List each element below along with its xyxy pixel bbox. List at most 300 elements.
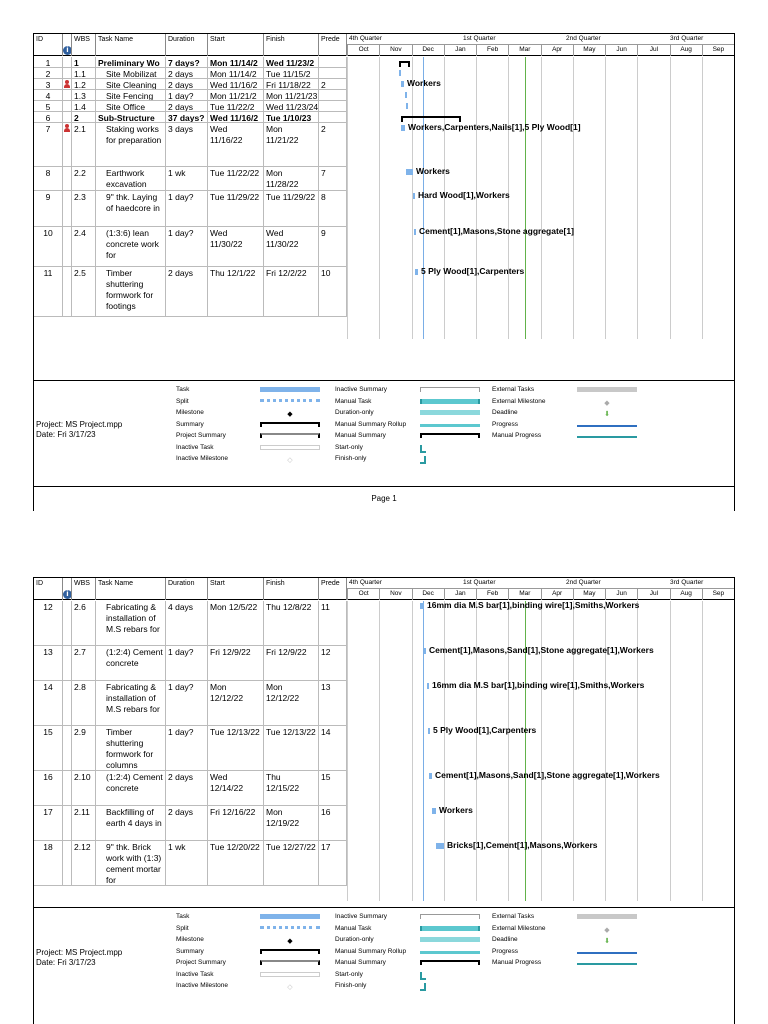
legend-label: Project Summary <box>176 959 226 966</box>
task-duration[interactable]: 2 days <box>166 267 208 316</box>
month-gridline <box>637 57 638 339</box>
status-date-line <box>525 57 526 339</box>
page-1 <box>33 33 735 511</box>
indicator-cell <box>63 841 72 885</box>
info-icon: i <box>63 590 72 599</box>
quarter-label: 4th Quarter <box>349 579 382 586</box>
month-gridline <box>605 57 606 339</box>
task-finish[interactable]: Mon 11/21/23 <box>266 91 318 100</box>
legend-label: Manual Summary Rollup <box>335 420 407 428</box>
legend-label: Manual Summary <box>335 959 386 966</box>
task-finish[interactable]: Mon 11/21/22 <box>264 123 319 166</box>
month-label: Sep <box>702 589 734 600</box>
legend-symbol <box>420 960 480 965</box>
legend-label: Manual Task <box>335 924 372 932</box>
legend-label: Manual Summary Rollup <box>335 947 407 955</box>
task-finish[interactable]: Thu 12/15/22 <box>264 771 319 805</box>
legend-symbol: ◆ <box>604 926 610 934</box>
month-gridline <box>347 601 348 901</box>
col-start[interactable]: Start <box>208 34 264 56</box>
task-duration[interactable]: 7 days? <box>166 57 208 67</box>
task-start[interactable]: Fri 12/16/22 <box>208 806 264 840</box>
task-bar[interactable] <box>429 773 432 779</box>
task-id: 16 <box>34 771 63 805</box>
legend-symbol <box>260 433 320 438</box>
task-id: 12 <box>34 601 63 645</box>
legend <box>34 907 734 1024</box>
task-wbs: 2.11 <box>72 806 96 840</box>
task-predecessors[interactable]: 8 <box>319 191 347 226</box>
task-start[interactable]: Tue 11/22/22 <box>208 167 264 190</box>
task-bar[interactable] <box>415 269 418 275</box>
task-id: 11 <box>34 267 63 316</box>
legend-symbol: ◇ <box>287 457 293 464</box>
legend-symbol <box>420 445 426 453</box>
task-start[interactable]: Mon 11/14/2 <box>208 57 264 67</box>
resource-label: Hard Wood[1],Workers <box>418 190 510 200</box>
resource-label: Workers,Carpenters,Nails[1],5 Ply Wood[1] <box>408 122 581 132</box>
legend-symbol <box>420 914 480 919</box>
task-name[interactable]: (1:3:6) lean concrete work for <box>96 227 166 266</box>
task-finish[interactable]: Wed 11/23/24 <box>266 102 319 111</box>
legend-label: Progress <box>492 420 519 428</box>
task-finish[interactable]: Tue 11/15/2 <box>264 68 319 78</box>
task-id: 9 <box>34 191 63 226</box>
task-id: 17 <box>34 806 63 840</box>
task-bar[interactable] <box>413 193 415 199</box>
table-row[interactable] <box>34 267 347 317</box>
task-id: 1 <box>34 57 63 67</box>
task-wbs: 2.8 <box>72 681 96 725</box>
table-row[interactable] <box>34 601 347 646</box>
legend-symbol <box>420 937 480 942</box>
page-footer: Page 1 <box>34 486 734 511</box>
task-predecessors[interactable]: 2 <box>319 79 347 89</box>
task-duration[interactable]: 3 days <box>166 123 208 166</box>
legend-label: Milestone <box>176 409 204 416</box>
indicator-cell <box>63 726 72 770</box>
table-row[interactable] <box>34 57 347 68</box>
table-row[interactable] <box>34 112 347 123</box>
legend-label: Inactive Summary <box>335 913 388 920</box>
task-wbs: 1.4 <box>72 101 96 111</box>
table-row[interactable] <box>34 191 347 227</box>
project-name: Project: MS Project.mpp <box>36 948 123 957</box>
task-bar[interactable] <box>401 81 404 87</box>
legend-symbol: ◆ <box>287 938 293 945</box>
table-row[interactable] <box>34 771 347 806</box>
task-name[interactable]: Site Mobilizat <box>96 68 166 78</box>
task-duration[interactable]: 37 days? <box>166 112 208 122</box>
task-duration[interactable]: 1 day? <box>166 646 208 680</box>
table-row[interactable] <box>34 79 347 90</box>
task-predecessors[interactable]: 12 <box>319 646 347 680</box>
table-row[interactable] <box>34 123 347 167</box>
task-start[interactable]: Mon 11/14/2 <box>208 68 264 78</box>
task-bar[interactable] <box>405 92 407 98</box>
task-name[interactable]: Timber shuttering formwork for footings <box>96 267 166 316</box>
task-duration[interactable]: 4 days <box>166 601 208 645</box>
task-finish[interactable]: Tue 12/27/22 <box>264 841 319 885</box>
resource-icon <box>63 124 71 132</box>
legend-symbol <box>420 424 480 427</box>
task-id: 4 <box>34 90 63 100</box>
month-gridline <box>573 57 574 339</box>
legend-label: Start-only <box>335 443 363 451</box>
task-start[interactable]: Tue 11/22/2 <box>208 101 264 111</box>
indicator-cell <box>63 90 72 100</box>
task-start[interactable]: Wed 11/30/22 <box>208 227 264 266</box>
timescale <box>347 34 734 56</box>
col-indicators[interactable] <box>63 34 72 56</box>
task-predecessors[interactable] <box>319 101 347 111</box>
task-name[interactable]: 9" thk. Laying of haedcore in <box>96 191 166 226</box>
legend-symbol <box>260 399 320 402</box>
legend-label: Start-only <box>335 970 363 978</box>
month-gridline <box>412 601 413 901</box>
quarter-label: 3rd Quarter <box>670 579 704 586</box>
legend-label: Deadline <box>492 936 518 943</box>
task-finish[interactable]: Fri 12/2/22 <box>264 267 319 316</box>
col-id[interactable]: ID <box>34 34 63 56</box>
task-start[interactable]: Tue 12/13/22 <box>208 726 264 770</box>
legend-label: External Milestone <box>492 397 546 405</box>
legend-label: Duration-only <box>335 409 374 416</box>
gantt-chart <box>347 57 734 339</box>
task-bar[interactable] <box>428 728 430 734</box>
legend-label: Inactive Milestone <box>176 982 229 989</box>
table-row[interactable] <box>34 90 347 101</box>
task-duration[interactable]: 1 day? <box>166 681 208 725</box>
legend-label: Task <box>176 913 190 920</box>
resource-label: 5 Ply Wood[1],Carpenters <box>421 266 525 276</box>
task-duration[interactable]: 2 days <box>166 771 208 805</box>
task-name[interactable]: Fabricating & installation of M.S rebars for <box>96 601 166 645</box>
task-start[interactable]: Fri 12/9/22 <box>208 646 264 680</box>
task-bar[interactable] <box>401 125 405 131</box>
month-label: Oct <box>347 45 379 56</box>
resource-label: Cement[1],Masons,Sand[1],Stone aggregate[1],Workers <box>429 645 654 655</box>
col-finish[interactable]: Finish <box>264 578 319 600</box>
table-row[interactable] <box>34 167 347 191</box>
column-header <box>34 577 734 600</box>
task-predecessors[interactable]: 10 <box>319 267 347 316</box>
legend-symbol <box>420 972 426 980</box>
table-row[interactable] <box>34 101 347 112</box>
table-row[interactable] <box>34 726 347 771</box>
task-id: 6 <box>34 112 63 122</box>
task-predecessors[interactable] <box>319 68 347 78</box>
task-finish[interactable]: Tue 1/10/23 <box>264 112 319 122</box>
task-duration[interactable]: 1 day? <box>166 191 208 226</box>
table-row[interactable] <box>34 227 347 267</box>
quarter-label: 2nd Quarter <box>566 35 601 42</box>
info-icon: i <box>63 46 72 55</box>
project-name: Project: MS Project.mpp <box>36 420 123 429</box>
timescale <box>347 578 734 600</box>
month-gridline <box>670 601 671 901</box>
task-predecessors[interactable]: 7 <box>319 167 347 190</box>
month-label: May <box>573 45 605 56</box>
summary-bar[interactable] <box>399 61 410 63</box>
task-finish[interactable]: Tue 11/29/22 <box>264 191 319 226</box>
legend-label: Manual Progress <box>492 432 542 439</box>
task-start[interactable]: Tue 11/29/22 <box>208 191 264 226</box>
resource-label: Workers <box>439 805 473 815</box>
indicator-cell <box>63 167 72 190</box>
indicator-cell <box>63 123 72 166</box>
col-task-name[interactable]: Task Name <box>96 34 166 56</box>
task-predecessors[interactable]: 16 <box>319 806 347 840</box>
task-start[interactable]: Mon 12/12/22 <box>208 681 264 725</box>
legend-symbol <box>420 926 480 931</box>
legend-label: Progress <box>492 947 519 955</box>
indicator-cell <box>63 112 72 122</box>
task-name[interactable]: 9" thk. Brick work with (1:3) cement mortar for <box>96 841 166 885</box>
task-bar[interactable] <box>414 229 416 235</box>
task-predecessors[interactable]: 11 <box>319 601 347 645</box>
task-predecessors[interactable]: 13 <box>319 681 347 725</box>
col-start[interactable]: Start <box>208 578 264 600</box>
task-wbs: 2.6 <box>72 601 96 645</box>
task-bar[interactable] <box>399 70 401 76</box>
month-label: Jun <box>605 589 637 600</box>
task-name[interactable]: Site Fencing <box>96 90 166 100</box>
resource-label: 16mm dia M.S bar[1],binding wire[1],Smiths,Workers <box>427 600 640 610</box>
task-bar[interactable] <box>424 648 426 654</box>
task-name[interactable]: Timber shuttering formwork for columns <box>96 726 166 770</box>
col-duration[interactable]: Duration <box>166 34 208 56</box>
task-wbs: 1.3 <box>72 90 96 100</box>
task-finish[interactable]: Fri 12/9/22 <box>264 646 319 680</box>
task-duration[interactable]: 1 day? <box>166 90 208 100</box>
task-wbs: 2.5 <box>72 267 96 316</box>
legend-symbol: ◆ <box>604 399 610 407</box>
legend-symbol <box>420 951 480 954</box>
indicator-cell <box>63 101 72 111</box>
task-wbs: 2.12 <box>72 841 96 885</box>
task-wbs: 2.9 <box>72 726 96 770</box>
task-finish[interactable]: Mon 12/19/22 <box>264 806 319 840</box>
legend-symbol <box>260 422 320 427</box>
col-id[interactable]: ID <box>34 578 63 600</box>
col-predecessors[interactable]: Prede <box>319 578 347 600</box>
task-predecessors[interactable]: 15 <box>319 771 347 805</box>
task-finish[interactable]: Fri 11/18/22 <box>264 79 319 89</box>
task-name[interactable]: Sub-Structure <box>96 112 166 122</box>
task-name[interactable]: Backfilling of earth 4 days in <box>96 806 166 840</box>
task-start[interactable]: Wed 12/14/22 <box>208 771 264 805</box>
task-id: 14 <box>34 681 63 725</box>
col-wbs[interactable]: WBS <box>72 34 96 56</box>
resource-label: Bricks[1],Cement[1],Masons,Workers <box>447 840 598 850</box>
table-row[interactable] <box>34 681 347 726</box>
task-predecessors[interactable] <box>319 90 347 100</box>
task-bar[interactable] <box>420 603 424 609</box>
task-name[interactable]: (1:2:4) Cement concrete <box>96 646 166 680</box>
month-label: Jan <box>444 589 476 600</box>
page-2 <box>33 577 735 1024</box>
task-predecessors[interactable]: 9 <box>319 227 347 266</box>
month-label: Apr <box>541 589 573 600</box>
table-row[interactable] <box>34 68 347 79</box>
task-id: 10 <box>34 227 63 266</box>
month-label: Mar <box>508 589 540 600</box>
col-task-name[interactable]: Task Name <box>96 578 166 600</box>
indicator-cell <box>63 806 72 840</box>
legend-symbol <box>260 960 320 965</box>
col-wbs[interactable]: WBS <box>72 578 96 600</box>
task-predecessors[interactable]: 2 <box>319 123 347 166</box>
task-start[interactable]: Wed 11/16/2 <box>208 79 264 89</box>
quarter-label: 3rd Quarter <box>670 35 704 42</box>
legend-symbol: ⬇ <box>604 411 610 418</box>
quarter-label: 4th Quarter <box>349 35 382 42</box>
task-bar[interactable] <box>436 843 444 849</box>
legend-symbol: ◇ <box>287 984 293 991</box>
month-label: Dec <box>412 45 444 56</box>
quarter-label: 1st Quarter <box>463 579 496 586</box>
legend-label: Duration-only <box>335 936 374 943</box>
task-duration[interactable]: 1 day? <box>166 726 208 770</box>
task-finish[interactable]: Mon 12/12/22 <box>264 681 319 725</box>
legend-label: Split <box>176 397 189 405</box>
task-wbs: 2 <box>72 112 96 122</box>
task-name[interactable]: Staking works for preparation <box>96 123 166 166</box>
task-wbs: 2.3 <box>72 191 96 226</box>
task-duration[interactable]: 2 days <box>166 79 208 89</box>
legend-symbol <box>577 387 637 392</box>
indicator-cell <box>63 601 72 645</box>
legend-label: Inactive Task <box>176 443 214 451</box>
month-gridline <box>347 57 348 339</box>
task-bar[interactable] <box>406 103 408 109</box>
month-label: Aug <box>670 589 702 600</box>
task-duration[interactable]: 1 wk <box>166 841 208 885</box>
task-duration[interactable]: 1 wk <box>166 167 208 190</box>
task-start[interactable]: Tue 12/20/22 <box>208 841 264 885</box>
month-gridline <box>702 601 703 901</box>
task-id: 8 <box>34 167 63 190</box>
task-duration[interactable]: 2 days <box>166 101 208 111</box>
legend-label: External Tasks <box>492 913 535 920</box>
legend-label: Summary <box>176 420 204 428</box>
task-start[interactable]: Mon 11/21/2 <box>208 90 264 100</box>
quarter-label: 2nd Quarter <box>566 579 601 586</box>
task-name[interactable]: (1:2:4) Cement concrete <box>96 771 166 805</box>
legend-label: Deadline <box>492 409 518 416</box>
task-duration[interactable]: 2 days <box>166 68 208 78</box>
legend <box>34 380 734 486</box>
task-bar[interactable] <box>427 683 429 689</box>
task-name[interactable]: Earthwork excavation <box>96 167 166 190</box>
task-wbs: 2.4 <box>72 227 96 266</box>
task-wbs: 2.1 <box>72 123 96 166</box>
task-start[interactable]: Wed 11/16/2 <box>208 112 264 122</box>
task-name[interactable]: Fabricating & installation of M.S rebars for <box>96 681 166 725</box>
task-finish[interactable]: Tue 12/13/22 <box>264 726 319 770</box>
month-label: Feb <box>476 589 508 600</box>
month-label: Nov <box>379 45 411 56</box>
month-gridline <box>702 57 703 339</box>
task-start[interactable]: Mon 12/5/22 <box>208 601 264 645</box>
legend-symbol <box>420 983 426 991</box>
task-predecessors[interactable] <box>319 112 347 122</box>
col-finish[interactable]: Finish <box>264 34 319 56</box>
indicator-cell <box>63 646 72 680</box>
legend-symbol <box>577 952 637 954</box>
legend-label: Finish-only <box>335 455 367 462</box>
legend-symbol <box>577 425 637 427</box>
legend-symbol <box>260 972 320 977</box>
legend-symbol <box>577 914 637 919</box>
resource-label: Workers <box>416 166 450 176</box>
summary-bar[interactable] <box>401 116 461 118</box>
task-predecessors[interactable]: 14 <box>319 726 347 770</box>
month-gridline <box>379 57 380 339</box>
legend-symbol <box>260 949 320 954</box>
month-gridline <box>541 57 542 339</box>
month-label: Jul <box>637 45 669 56</box>
task-name[interactable]: Site Office <box>96 101 166 111</box>
col-predecessors[interactable]: Prede <box>319 34 347 56</box>
indicator-cell <box>63 68 72 78</box>
task-predecessors[interactable] <box>319 57 347 67</box>
col-duration[interactable]: Duration <box>166 578 208 600</box>
task-duration[interactable]: 1 day? <box>166 227 208 266</box>
table-row[interactable] <box>34 806 347 841</box>
legend-symbol <box>260 445 320 450</box>
indicator-cell <box>63 57 72 67</box>
col-indicators[interactable] <box>63 578 72 600</box>
task-id: 3 <box>34 79 63 89</box>
legend-symbol: ◆ <box>287 411 293 418</box>
legend-symbol <box>577 963 637 965</box>
indicator-cell <box>63 191 72 226</box>
task-id: 5 <box>34 101 63 111</box>
task-start[interactable]: Wed 11/16/22 <box>208 123 264 166</box>
legend-label: Inactive Milestone <box>176 455 229 462</box>
project-date: Date: Fri 3/17/23 <box>36 958 96 967</box>
legend-label: External Tasks <box>492 386 535 393</box>
task-predecessors[interactable]: 17 <box>319 841 347 885</box>
legend-symbol <box>420 399 480 404</box>
legend-label: Split <box>176 924 189 932</box>
legend-symbol <box>420 410 480 415</box>
task-finish[interactable]: Thu 12/8/22 <box>264 601 319 645</box>
table-row[interactable] <box>34 646 347 681</box>
indicator-cell <box>63 227 72 266</box>
resource-icon <box>63 80 71 88</box>
task-name[interactable]: Preliminary Wo <box>96 57 166 67</box>
task-bar[interactable] <box>432 808 436 814</box>
month-label: May <box>573 589 605 600</box>
task-name[interactable]: Site Cleaning <box>96 79 166 89</box>
resource-label: Cement[1],Masons,Sand[1],Stone aggregate[1],Workers <box>435 770 660 780</box>
table-row[interactable] <box>34 841 347 886</box>
task-finish[interactable]: Wed 11/23/2 <box>264 57 319 67</box>
task-start[interactable]: Thu 12/1/22 <box>208 267 264 316</box>
legend-label: External Milestone <box>492 924 546 932</box>
task-finish[interactable]: Mon 11/28/22 <box>264 167 319 190</box>
task-wbs: 1 <box>72 57 96 67</box>
month-label: Nov <box>379 589 411 600</box>
month-label: Apr <box>541 45 573 56</box>
task-finish[interactable]: Wed 11/30/22 <box>264 227 319 266</box>
task-bar[interactable] <box>406 169 413 175</box>
task-duration[interactable]: 2 days <box>166 806 208 840</box>
indicator-cell <box>63 771 72 805</box>
